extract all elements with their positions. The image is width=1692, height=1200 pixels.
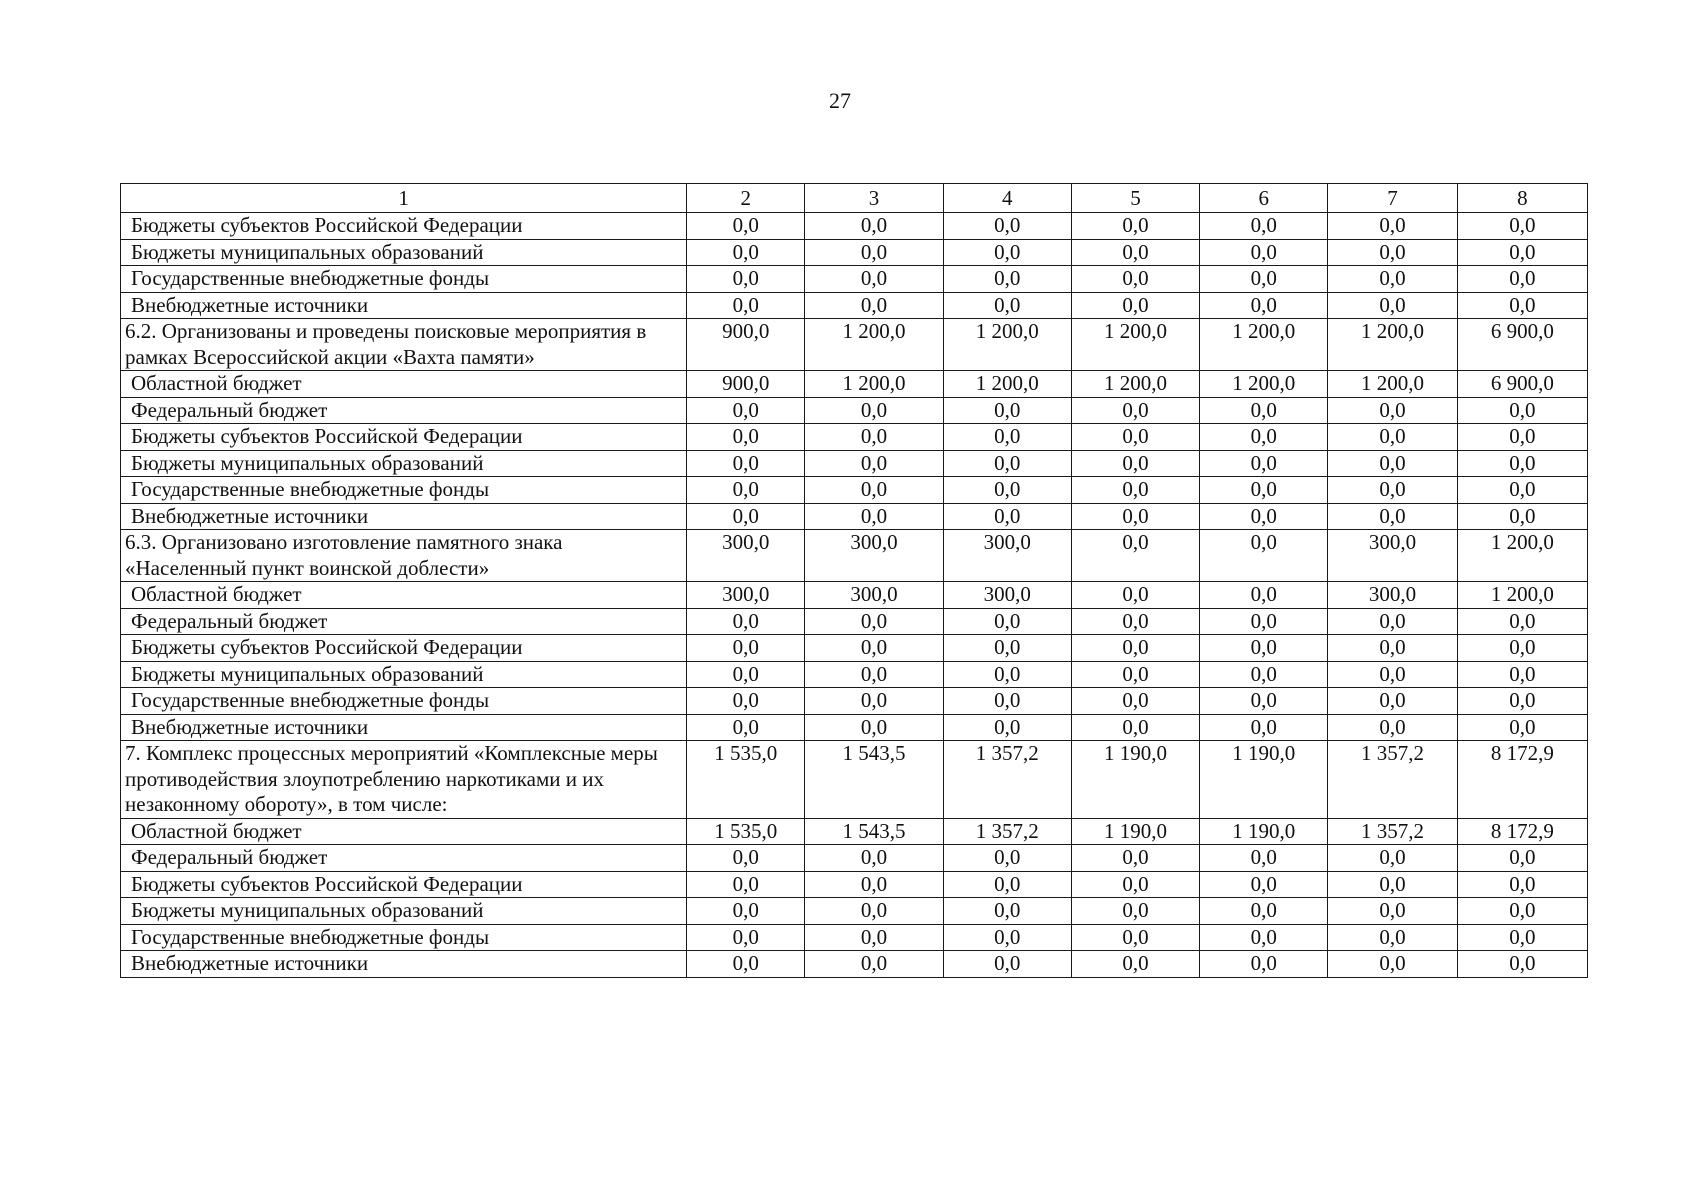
cell-col-3: 300,0 xyxy=(805,582,943,609)
table-row-funding-source xyxy=(121,635,1588,662)
cell-col-7: 0,0 xyxy=(1328,213,1457,240)
cell-col-5: 0,0 xyxy=(1071,688,1199,715)
cell-col-8: 0,0 xyxy=(1457,951,1587,978)
cell-col-8: 0,0 xyxy=(1457,266,1587,293)
cell-col-6: 0,0 xyxy=(1200,635,1328,662)
cell-col-6: 1 190,0 xyxy=(1200,741,1328,819)
table-row-funding-source xyxy=(121,450,1588,477)
table-row-funding-source xyxy=(121,845,1588,872)
cell-col-8: 0,0 xyxy=(1457,477,1587,504)
table-row-funding-source xyxy=(121,397,1588,424)
cell-col-2: 0,0 xyxy=(687,239,805,266)
cell-col-6: 0,0 xyxy=(1200,714,1328,741)
row-label: Областной бюджет xyxy=(121,818,687,845)
cell-col-6: 0,0 xyxy=(1200,397,1328,424)
budget-table xyxy=(120,183,1588,978)
cell-col-8: 0,0 xyxy=(1457,661,1587,688)
cell-col-6: 0,0 xyxy=(1200,266,1328,293)
cell-col-4: 300,0 xyxy=(943,530,1071,582)
cell-col-6: 0,0 xyxy=(1200,292,1328,319)
table-row-funding-source xyxy=(121,503,1588,530)
cell-col-8: 0,0 xyxy=(1457,450,1587,477)
cell-col-7: 0,0 xyxy=(1328,266,1457,293)
cell-col-2: 0,0 xyxy=(687,924,805,951)
table-row-funding-source xyxy=(121,582,1588,609)
cell-col-8: 0,0 xyxy=(1457,292,1587,319)
cell-col-5: 1 190,0 xyxy=(1071,818,1199,845)
table-row-funding-source xyxy=(121,477,1588,504)
cell-col-5: 0,0 xyxy=(1071,924,1199,951)
cell-col-6: 0,0 xyxy=(1200,688,1328,715)
cell-col-4: 1 357,2 xyxy=(943,741,1071,819)
cell-col-2: 900,0 xyxy=(687,319,805,371)
cell-col-4: 1 200,0 xyxy=(943,371,1071,398)
row-label: Внебюджетные источники xyxy=(121,292,687,319)
cell-col-2: 300,0 xyxy=(687,530,805,582)
cell-col-3: 0,0 xyxy=(805,871,943,898)
cell-col-3: 0,0 xyxy=(805,898,943,925)
cell-col-4: 0,0 xyxy=(943,477,1071,504)
table-row-funding-source xyxy=(121,213,1588,240)
row-label: 6.2. Организованы и проведены поисковые мероприятия в рамках Всероссийской акции «Вахта памяти» xyxy=(121,319,687,371)
cell-col-5: 0,0 xyxy=(1071,450,1199,477)
cell-col-4: 0,0 xyxy=(943,845,1071,872)
row-label: Бюджеты субъектов Российской Федерации xyxy=(121,424,687,451)
row-label: 6.3. Организовано изготовление памятного знака «Населенный пункт воинской доблести» xyxy=(121,530,687,582)
cell-col-4: 0,0 xyxy=(943,397,1071,424)
cell-col-6: 0,0 xyxy=(1200,239,1328,266)
cell-col-5: 0,0 xyxy=(1071,424,1199,451)
row-label: Областной бюджет xyxy=(121,582,687,609)
cell-col-6: 0,0 xyxy=(1200,608,1328,635)
cell-col-7: 0,0 xyxy=(1328,477,1457,504)
cell-col-3: 0,0 xyxy=(805,213,943,240)
cell-col-2: 900,0 xyxy=(687,371,805,398)
cell-col-5: 0,0 xyxy=(1071,266,1199,293)
cell-col-8: 0,0 xyxy=(1457,503,1587,530)
cell-col-3: 0,0 xyxy=(805,635,943,662)
cell-col-4: 0,0 xyxy=(943,292,1071,319)
cell-col-3: 1 543,5 xyxy=(805,741,943,819)
cell-col-7: 0,0 xyxy=(1328,292,1457,319)
cell-col-6: 0,0 xyxy=(1200,213,1328,240)
cell-col-4: 0,0 xyxy=(943,714,1071,741)
cell-col-4: 0,0 xyxy=(943,608,1071,635)
cell-col-7: 0,0 xyxy=(1328,450,1457,477)
row-label: Областной бюджет xyxy=(121,371,687,398)
cell-col-4: 0,0 xyxy=(943,450,1071,477)
cell-col-8: 0,0 xyxy=(1457,871,1587,898)
row-label: Государственные внебюджетные фонды xyxy=(121,688,687,715)
table-row-funding-source xyxy=(121,818,1588,845)
cell-col-6: 1 190,0 xyxy=(1200,818,1328,845)
cell-col-7: 0,0 xyxy=(1328,688,1457,715)
cell-col-5: 0,0 xyxy=(1071,213,1199,240)
cell-col-8: 8 172,9 xyxy=(1457,818,1587,845)
cell-col-2: 0,0 xyxy=(687,608,805,635)
cell-col-6: 0,0 xyxy=(1200,424,1328,451)
cell-col-5: 0,0 xyxy=(1071,845,1199,872)
cell-col-7: 0,0 xyxy=(1328,239,1457,266)
cell-col-7: 0,0 xyxy=(1328,898,1457,925)
cell-col-3: 1 200,0 xyxy=(805,371,943,398)
table-row-funding-source xyxy=(121,951,1588,978)
cell-col-2: 0,0 xyxy=(687,397,805,424)
cell-col-8: 0,0 xyxy=(1457,845,1587,872)
cell-col-4: 0,0 xyxy=(943,424,1071,451)
table-row-funding-source xyxy=(121,661,1588,688)
cell-col-8: 0,0 xyxy=(1457,397,1587,424)
table-row-funding-source xyxy=(121,266,1588,293)
row-label: 7. Комплекс процессных мероприятий «Комплексные меры противодействия злоупотреблению наркотиками и их незаконному обороту», в том числе: xyxy=(121,741,687,819)
cell-col-7: 1 200,0 xyxy=(1328,319,1457,371)
cell-col-5: 0,0 xyxy=(1071,582,1199,609)
cell-col-7: 0,0 xyxy=(1328,845,1457,872)
table-row-funding-source xyxy=(121,239,1588,266)
cell-col-3: 0,0 xyxy=(805,450,943,477)
cell-col-7: 0,0 xyxy=(1328,503,1457,530)
cell-col-2: 0,0 xyxy=(687,898,805,925)
cell-col-4: 0,0 xyxy=(943,503,1071,530)
cell-col-3: 0,0 xyxy=(805,292,943,319)
cell-col-2: 1 535,0 xyxy=(687,741,805,819)
cell-col-6: 0,0 xyxy=(1200,477,1328,504)
row-label: Внебюджетные источники xyxy=(121,503,687,530)
cell-col-5: 0,0 xyxy=(1071,239,1199,266)
table-row-funding-source xyxy=(121,608,1588,635)
cell-col-8: 0,0 xyxy=(1457,213,1587,240)
cell-col-7: 0,0 xyxy=(1328,397,1457,424)
table-row-funding-source xyxy=(121,871,1588,898)
page-number: 27 xyxy=(829,88,851,113)
cell-col-2: 0,0 xyxy=(687,688,805,715)
cell-col-4: 0,0 xyxy=(943,213,1071,240)
cell-col-8: 1 200,0 xyxy=(1457,530,1587,582)
cell-col-3: 1 200,0 xyxy=(805,319,943,371)
cell-col-3: 0,0 xyxy=(805,503,943,530)
cell-col-5: 0,0 xyxy=(1071,397,1199,424)
row-label: Бюджеты муниципальных образований xyxy=(121,661,687,688)
row-label: Бюджеты муниципальных образований xyxy=(121,239,687,266)
row-label: Федеральный бюджет xyxy=(121,845,687,872)
cell-col-8: 0,0 xyxy=(1457,239,1587,266)
table-header-row xyxy=(121,184,1588,213)
row-label: Бюджеты муниципальных образований xyxy=(121,450,687,477)
column-header-8: 8 xyxy=(1457,184,1587,213)
cell-col-4: 300,0 xyxy=(943,582,1071,609)
cell-col-6: 1 200,0 xyxy=(1200,371,1328,398)
cell-col-5: 0,0 xyxy=(1071,898,1199,925)
cell-col-3: 0,0 xyxy=(805,951,943,978)
column-header-2: 2 xyxy=(687,184,805,213)
table-row-item xyxy=(121,530,1588,582)
cell-col-8: 0,0 xyxy=(1457,714,1587,741)
table-row-funding-source xyxy=(121,714,1588,741)
cell-col-6: 0,0 xyxy=(1200,503,1328,530)
cell-col-4: 0,0 xyxy=(943,266,1071,293)
cell-col-8: 6 900,0 xyxy=(1457,319,1587,371)
cell-col-7: 0,0 xyxy=(1328,871,1457,898)
cell-col-5: 0,0 xyxy=(1071,503,1199,530)
cell-col-8: 0,0 xyxy=(1457,898,1587,925)
row-label: Федеральный бюджет xyxy=(121,397,687,424)
cell-col-8: 0,0 xyxy=(1457,635,1587,662)
row-label: Государственные внебюджетные фонды xyxy=(121,477,687,504)
cell-col-3: 300,0 xyxy=(805,530,943,582)
cell-col-2: 0,0 xyxy=(687,951,805,978)
cell-col-4: 1 357,2 xyxy=(943,818,1071,845)
column-header-4: 4 xyxy=(943,184,1071,213)
cell-col-6: 1 200,0 xyxy=(1200,319,1328,371)
cell-col-4: 0,0 xyxy=(943,688,1071,715)
row-label: Федеральный бюджет xyxy=(121,608,687,635)
cell-col-7: 0,0 xyxy=(1328,714,1457,741)
row-label: Внебюджетные источники xyxy=(121,951,687,978)
cell-col-6: 0,0 xyxy=(1200,845,1328,872)
cell-col-7: 1 357,2 xyxy=(1328,741,1457,819)
cell-col-3: 0,0 xyxy=(805,477,943,504)
cell-col-3: 1 543,5 xyxy=(805,818,943,845)
cell-col-3: 0,0 xyxy=(805,845,943,872)
cell-col-8: 0,0 xyxy=(1457,688,1587,715)
table-row-funding-source xyxy=(121,688,1588,715)
cell-col-2: 0,0 xyxy=(687,450,805,477)
cell-col-2: 1 535,0 xyxy=(687,818,805,845)
cell-col-5: 0,0 xyxy=(1071,608,1199,635)
column-header-5: 5 xyxy=(1071,184,1199,213)
cell-col-4: 0,0 xyxy=(943,898,1071,925)
cell-col-7: 300,0 xyxy=(1328,530,1457,582)
cell-col-2: 0,0 xyxy=(687,424,805,451)
cell-col-8: 6 900,0 xyxy=(1457,371,1587,398)
cell-col-4: 1 200,0 xyxy=(943,319,1071,371)
cell-col-6: 0,0 xyxy=(1200,582,1328,609)
cell-col-2: 0,0 xyxy=(687,266,805,293)
row-label: Государственные внебюджетные фонды xyxy=(121,924,687,951)
cell-col-6: 0,0 xyxy=(1200,530,1328,582)
cell-col-2: 0,0 xyxy=(687,477,805,504)
cell-col-5: 1 200,0 xyxy=(1071,319,1199,371)
cell-col-8: 8 172,9 xyxy=(1457,741,1587,819)
cell-col-2: 0,0 xyxy=(687,871,805,898)
table-row-item xyxy=(121,319,1588,371)
cell-col-6: 0,0 xyxy=(1200,871,1328,898)
cell-col-8: 0,0 xyxy=(1457,608,1587,635)
cell-col-3: 0,0 xyxy=(805,661,943,688)
cell-col-7: 0,0 xyxy=(1328,951,1457,978)
cell-col-7: 1 357,2 xyxy=(1328,818,1457,845)
cell-col-7: 0,0 xyxy=(1328,608,1457,635)
cell-col-6: 0,0 xyxy=(1200,898,1328,925)
cell-col-2: 0,0 xyxy=(687,292,805,319)
cell-col-4: 0,0 xyxy=(943,951,1071,978)
column-header-7: 7 xyxy=(1328,184,1457,213)
column-header-6: 6 xyxy=(1200,184,1328,213)
cell-col-5: 0,0 xyxy=(1071,292,1199,319)
cell-col-2: 0,0 xyxy=(687,661,805,688)
cell-col-5: 0,0 xyxy=(1071,714,1199,741)
cell-col-5: 0,0 xyxy=(1071,635,1199,662)
cell-col-3: 0,0 xyxy=(805,397,943,424)
row-label: Государственные внебюджетные фонды xyxy=(121,266,687,293)
row-label: Внебюджетные источники xyxy=(121,714,687,741)
cell-col-5: 0,0 xyxy=(1071,477,1199,504)
row-label: Бюджеты субъектов Российской Федерации xyxy=(121,871,687,898)
column-header-3: 3 xyxy=(805,184,943,213)
row-label: Бюджеты субъектов Российской Федерации xyxy=(121,213,687,240)
cell-col-3: 0,0 xyxy=(805,424,943,451)
cell-col-4: 0,0 xyxy=(943,871,1071,898)
table-row-funding-source xyxy=(121,924,1588,951)
cell-col-5: 0,0 xyxy=(1071,530,1199,582)
cell-col-5: 0,0 xyxy=(1071,951,1199,978)
row-label: Бюджеты муниципальных образований xyxy=(121,898,687,925)
cell-col-3: 0,0 xyxy=(805,608,943,635)
cell-col-7: 1 200,0 xyxy=(1328,371,1457,398)
cell-col-5: 1 200,0 xyxy=(1071,371,1199,398)
cell-col-7: 0,0 xyxy=(1328,924,1457,951)
cell-col-2: 300,0 xyxy=(687,582,805,609)
cell-col-8: 0,0 xyxy=(1457,924,1587,951)
table-row-funding-source xyxy=(121,371,1588,398)
column-header-1: 1 xyxy=(121,184,687,213)
cell-col-6: 0,0 xyxy=(1200,951,1328,978)
cell-col-4: 0,0 xyxy=(943,239,1071,266)
cell-col-2: 0,0 xyxy=(687,845,805,872)
table-row-item xyxy=(121,741,1588,819)
cell-col-5: 0,0 xyxy=(1071,871,1199,898)
row-label: Бюджеты субъектов Российской Федерации xyxy=(121,635,687,662)
cell-col-7: 0,0 xyxy=(1328,424,1457,451)
cell-col-4: 0,0 xyxy=(943,924,1071,951)
cell-col-8: 1 200,0 xyxy=(1457,582,1587,609)
cell-col-5: 1 190,0 xyxy=(1071,741,1199,819)
table-row-funding-source xyxy=(121,424,1588,451)
cell-col-4: 0,0 xyxy=(943,661,1071,688)
cell-col-2: 0,0 xyxy=(687,714,805,741)
table-body xyxy=(121,184,1588,978)
cell-col-8: 0,0 xyxy=(1457,424,1587,451)
cell-col-2: 0,0 xyxy=(687,213,805,240)
cell-col-3: 0,0 xyxy=(805,714,943,741)
cell-col-7: 0,0 xyxy=(1328,635,1457,662)
cell-col-2: 0,0 xyxy=(687,635,805,662)
cell-col-3: 0,0 xyxy=(805,924,943,951)
cell-col-3: 0,0 xyxy=(805,239,943,266)
cell-col-7: 300,0 xyxy=(1328,582,1457,609)
cell-col-4: 0,0 xyxy=(943,635,1071,662)
cell-col-3: 0,0 xyxy=(805,688,943,715)
table-row-funding-source xyxy=(121,292,1588,319)
table-row-funding-source xyxy=(121,898,1588,925)
cell-col-6: 0,0 xyxy=(1200,450,1328,477)
cell-col-3: 0,0 xyxy=(805,266,943,293)
cell-col-6: 0,0 xyxy=(1200,924,1328,951)
cell-col-6: 0,0 xyxy=(1200,661,1328,688)
cell-col-7: 0,0 xyxy=(1328,661,1457,688)
cell-col-5: 0,0 xyxy=(1071,661,1199,688)
cell-col-2: 0,0 xyxy=(687,503,805,530)
